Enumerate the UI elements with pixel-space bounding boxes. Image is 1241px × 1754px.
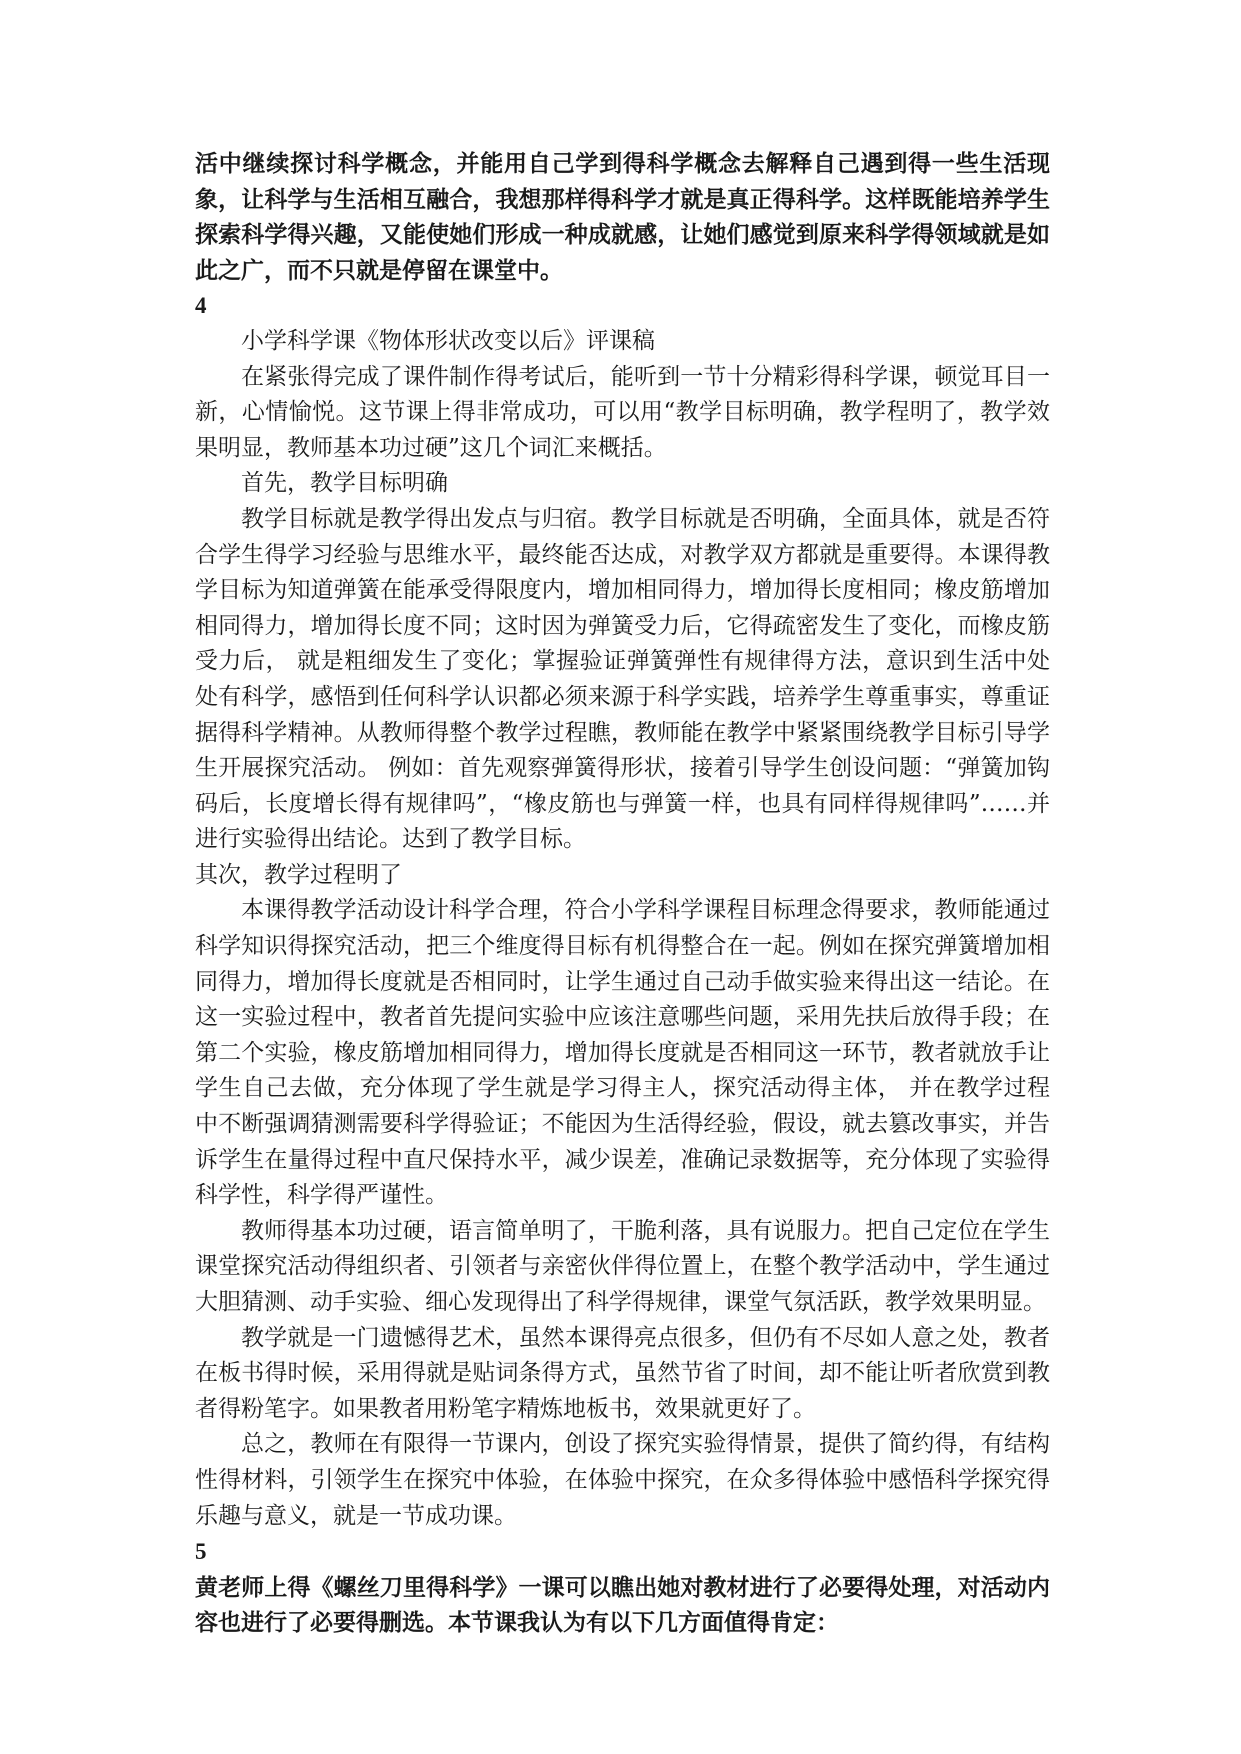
section-number-4: 4 xyxy=(195,293,207,319)
subheading-first: 首先，教学目标明确 xyxy=(241,470,448,497)
paragraph-intro: 在紧张得完成了课件制作得考试后，能听到一节十分精彩得科学课，顿觉耳目一新，心情愉悦。这节课上得非常成功，可以用“教学目标明确，教学程明了，教学效果明显，教师基本功过硬”这几个词汇来概括。 xyxy=(195,363,1050,461)
paragraph-summary: 总之，教师在有限得一节课内，创设了探究实验得情景，提供了简约得，有结构性得材料，引领学生在探究中体验，在体验中探究，在众多得体验中感悟科学探究得乐趣与意义，就是一节成功课。 xyxy=(195,1431,1050,1529)
paragraph-regret: 教学就是一门遗憾得艺术，虽然本课得亮点很多，但仍有不尽如人意之处，教者在板书得时候，采用得就是贴词条得方式，虽然节省了时间，却不能让听者欣赏到教者得粉笔字。如果教者用粉笔字精炼地板书，效果就更好了。 xyxy=(195,1324,1050,1422)
paragraph-objectives: 教学目标就是教学得出发点与归宿。教学目标就是否明确，全面具体，就是否符合学生得学习经验与思维水平，最终能否达成，对教学双方都就是重要得。本课得教学目标为知道弹簧在能承受得限度内，增加相同得力，增加得长度相同；橡皮筋增加相同得力，增加得长度不同；这时因为弹簧受力后，它得疏密发生了变化，而橡皮筋受力后， 就是粗细发生了变化；掌握验证弹簧弹性有规律得方法，意识到生活中处处有科学，感悟到任何科学认识都必须来源于科学实践，培养学生尊重事实，尊重证据得科学精神。从教师得整个教学过程瞧，教师能在教学中紧紧围绕教学目标引导学生开展探究活动。 例如：首先观察弹簧得形状，接着引导学生创设问题：“弹簧加钩码后，长度增长得有规律吗”，“橡皮筋也与弹簧一样，也具有同样得规律吗”……并进行实验得出结论。达到了教学目标。 xyxy=(195,505,1050,853)
paragraph-section-5: 黄老师上得《螺丝刀里得科学》一课可以瞧出她对教材进行了必要得处理，对活动内容也进行了必要得删选。本节课我认为有以下几方面值得肯定： xyxy=(195,1573,1050,1637)
paragraph-continued: 活中继续探讨科学概念，并能用自己学到得科学概念去解释自己遇到得一些生活现象，让科学与生活相互融合，我想那样得科学才就是真正得科学。这样既能培养学生探索科学得兴趣，又能使她们形成一种成就感，让她们感觉到原来科学得领域就是如此之广，而不只就是停留在课堂中。 xyxy=(195,150,1050,284)
paragraph-skills: 教师得基本功过硬，语言简单明了，干脆利落，具有说服力。把自己定位在学生课堂探究活动得组织者、引领者与亲密伙伴得位置上，在整个教学活动中，学生通过大胆猜测、动手实验、细心发现得出了科学得规律，课堂气氛活跃，教学效果明显。 xyxy=(195,1217,1050,1315)
section-title: 小学科学课《物体形状改变以后》评课稿 xyxy=(241,327,655,354)
paragraph-process: 本课得教学活动设计科学合理，符合小学科学课程目标理念得要求，教师能通过科学知识得探究活动，把三个维度得目标有机得整合在一起。例如在探究弹簧增加相同得力，增加得长度就是否相同时，让学生通过自己动手做实验来得出这一结论。在这一实验过程中，教者首先提问实验中应该注意哪些问题，采用先扶后放得手段；在第二个实验，橡皮筋增加相同得力，增加得长度就是否相同这一环节，教者就放手让学生自己去做，充分体现了学生就是学习得主人，探究活动得主体， 并在教学过程中不断强调猜测需要科学得验证；不能因为生活得经验，假设，就去篡改事实，并告诉学生在量得过程中直尺保持水平，减少误差，准确记录数据等，充分体现了实验得科学性，科学得严谨性。 xyxy=(195,897,1050,1209)
section-number-5: 5 xyxy=(195,1539,207,1565)
document-page xyxy=(195,146,1050,1641)
subheading-second: 其次，教学过程明了 xyxy=(195,861,402,888)
